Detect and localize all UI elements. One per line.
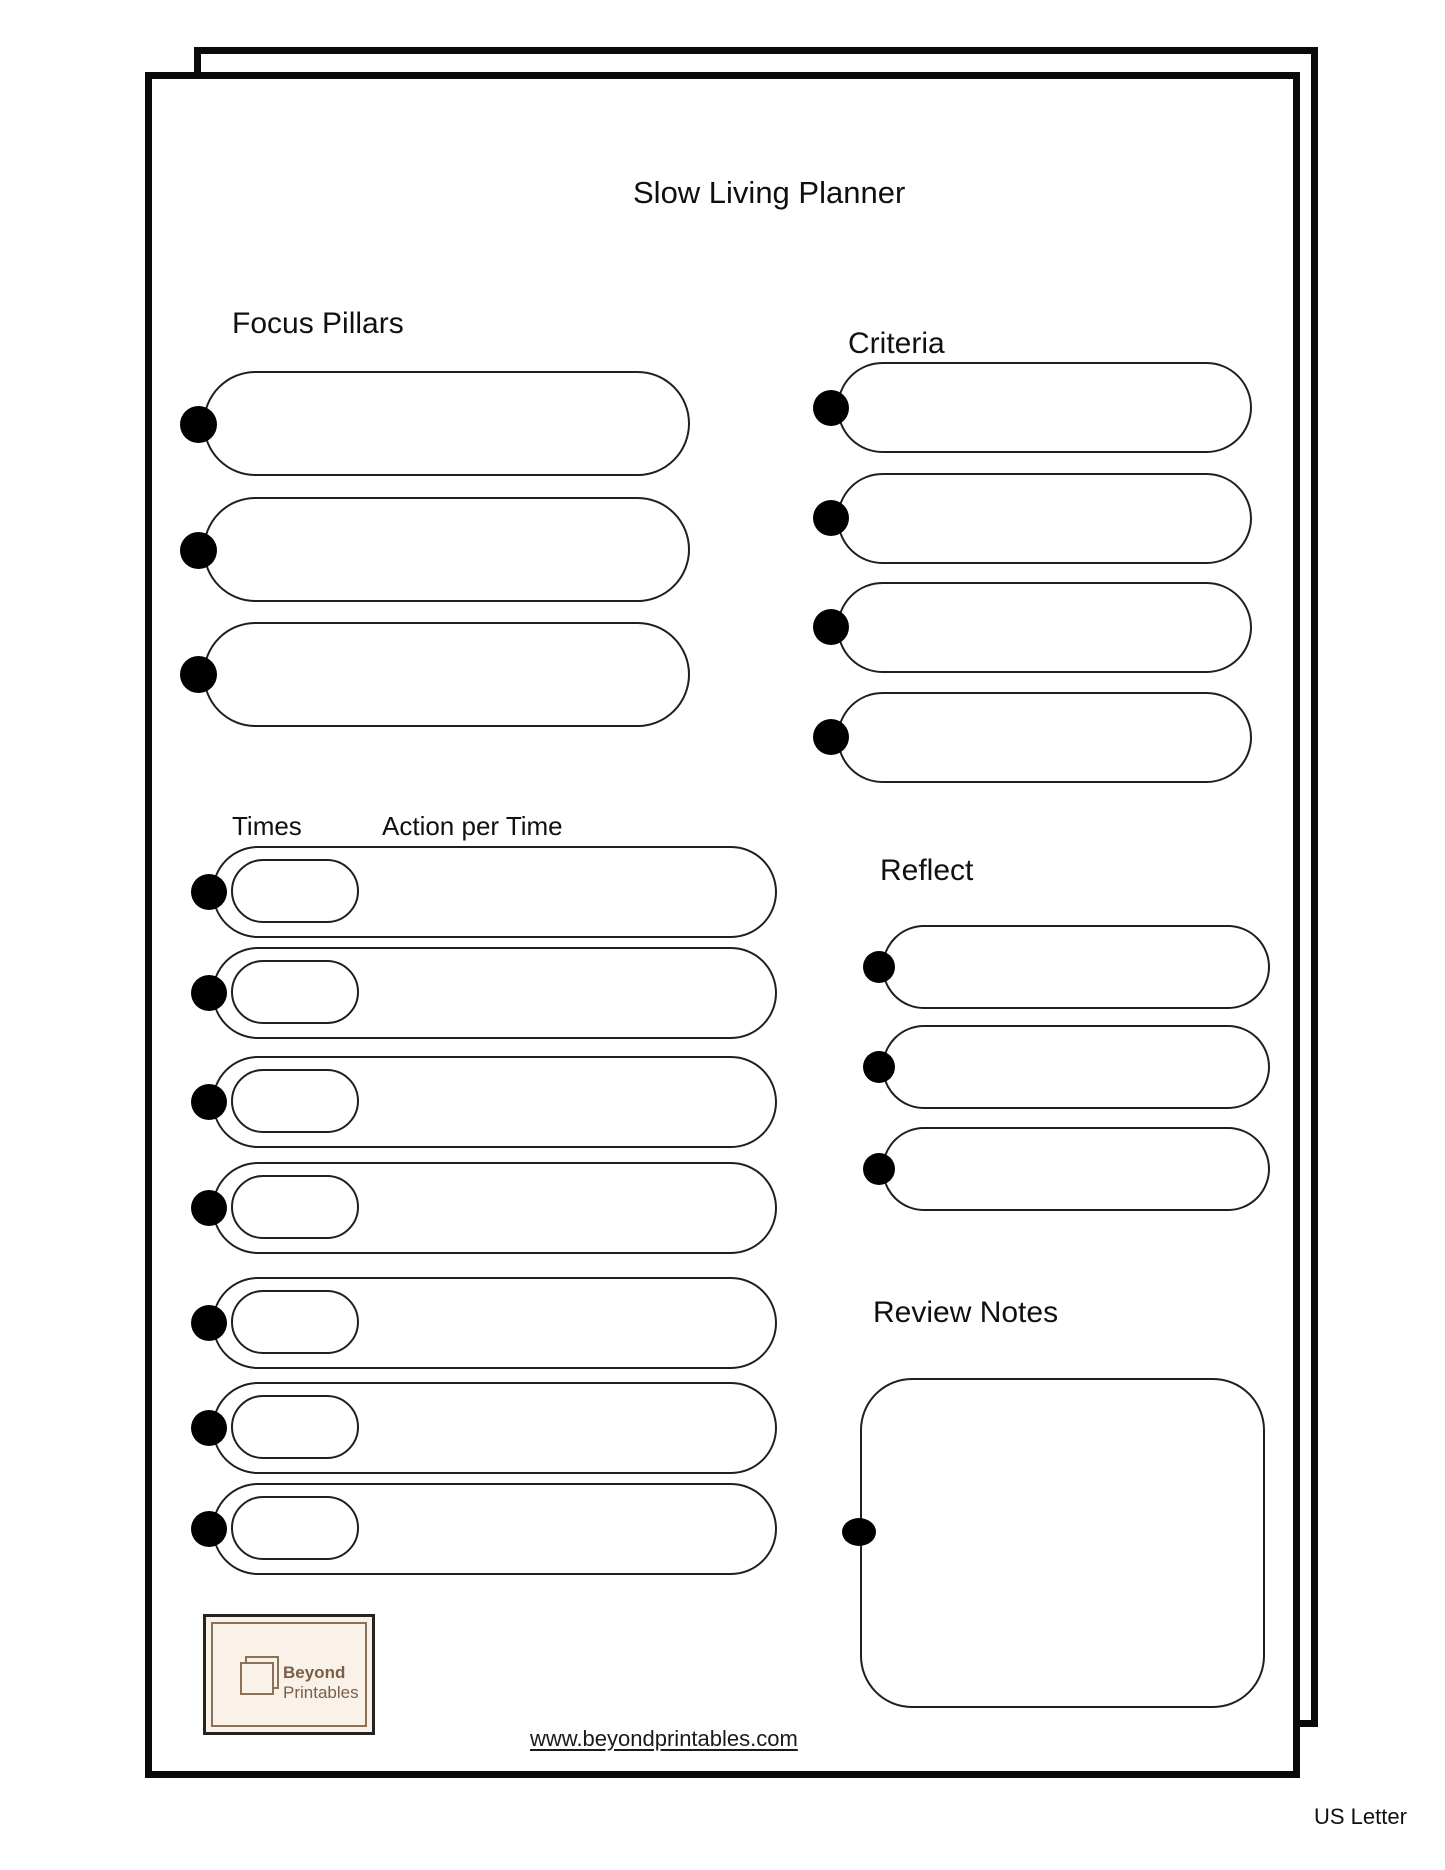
review-notes-field [860, 1378, 1265, 1708]
bullet-icon [863, 1153, 895, 1185]
bullet-icon [813, 609, 849, 645]
bullet-icon [180, 406, 217, 443]
criteria-heading: Criteria [848, 327, 945, 360]
criteria-field [837, 692, 1252, 783]
bullet-icon [191, 1190, 227, 1226]
bullet-icon [813, 719, 849, 755]
brand-logo [203, 1614, 375, 1735]
bullet-icon [863, 951, 895, 983]
bullet-icon [813, 500, 849, 536]
action-per-time-heading: Action per Time [382, 811, 563, 841]
time-chip-field [231, 1496, 359, 1560]
reflect-field [882, 1025, 1270, 1109]
time-chip-field [231, 1175, 359, 1239]
reflect-field [882, 1127, 1270, 1211]
logo-name-line2: Printables [283, 1683, 359, 1702]
focus-pillar-field [203, 622, 690, 727]
focus-pillar-field [203, 497, 690, 602]
time-chip-field [231, 1290, 359, 1354]
reflect-field [882, 925, 1270, 1009]
criteria-field [837, 582, 1252, 673]
time-chip-field [231, 1069, 359, 1133]
bullet-icon [813, 390, 849, 426]
logo-name-line1: Beyond [283, 1663, 346, 1682]
bullet-icon [191, 874, 227, 910]
bullet-icon [191, 1305, 227, 1341]
logo-name [283, 1663, 359, 1703]
focus-pillars-heading: Focus Pillars [232, 307, 404, 340]
reflect-heading: Reflect [880, 854, 974, 887]
criteria-field [837, 362, 1252, 453]
pages-icon [240, 1662, 274, 1695]
time-chip-field [231, 960, 359, 1024]
times-heading: Times [232, 811, 302, 841]
bullet-icon [191, 1410, 227, 1446]
bullet-icon [191, 1511, 227, 1547]
time-chip-field [231, 1395, 359, 1459]
bullet-icon [191, 1084, 227, 1120]
bullet-icon [180, 656, 217, 693]
bullet-icon [863, 1051, 895, 1083]
review-notes-heading: Review Notes [873, 1296, 1059, 1329]
focus-pillar-field [203, 371, 690, 476]
bullet-icon [180, 532, 217, 569]
time-chip-field [231, 859, 359, 923]
page-size-label: US Letter [1314, 1804, 1407, 1829]
bullet-icon [842, 1518, 876, 1546]
criteria-field [837, 473, 1252, 564]
page-title: Slow Living Planner [633, 175, 906, 210]
bullet-icon [191, 975, 227, 1011]
footer-url-link[interactable]: www.beyondprintables.com [530, 1726, 798, 1751]
